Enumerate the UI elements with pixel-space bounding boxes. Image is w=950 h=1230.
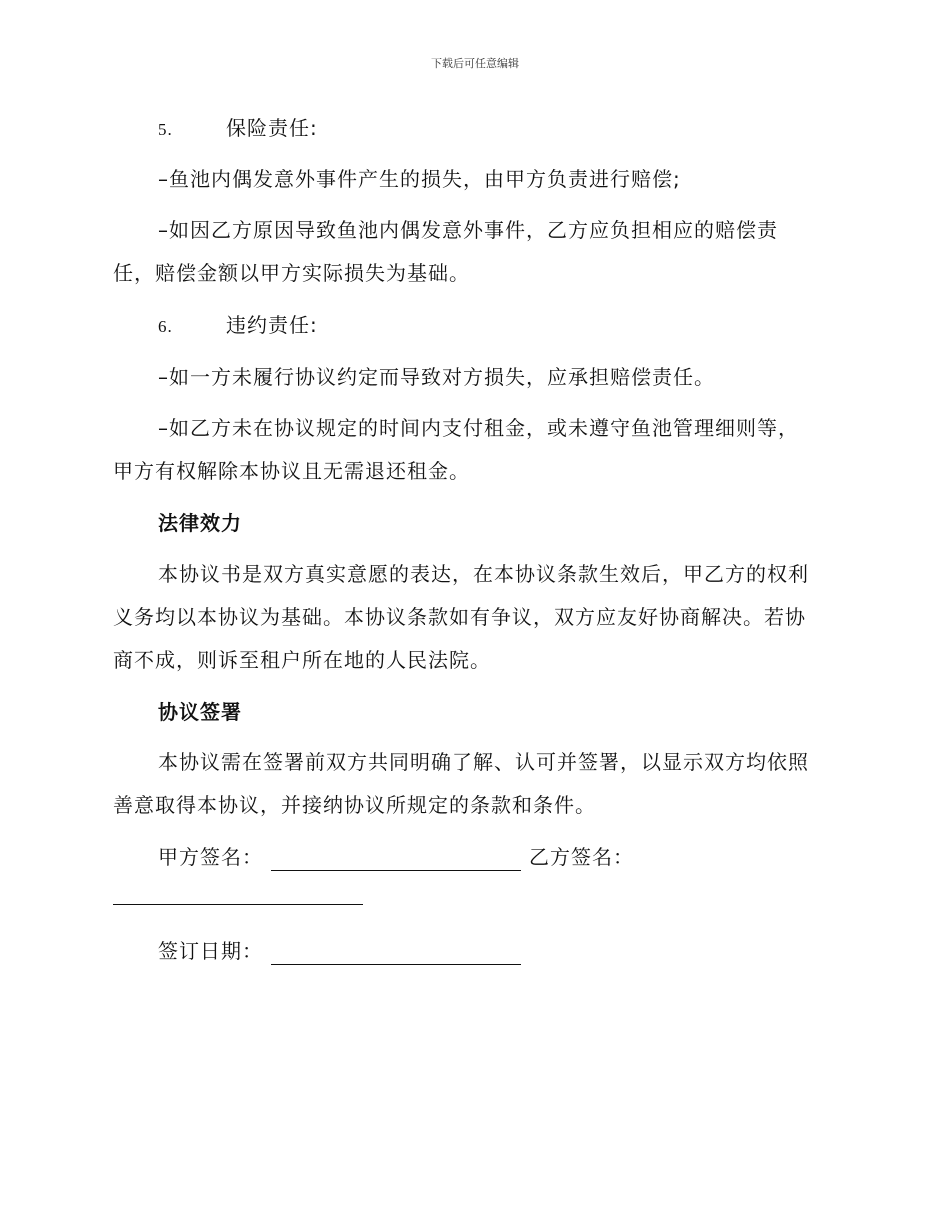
paragraph: 任，赔偿金额以甲方实际损失为基础。 [113, 261, 470, 285]
page-header: 下载后可任意编辑 [431, 57, 519, 70]
paragraph: 善意取得本协议，并接纳协议所规定的条款和条件。 [113, 793, 596, 817]
paragraph: –如乙方未在协议规定的时间内支付租金，或未遵守鱼池管理细则等， [158, 416, 799, 440]
section-5-title [158, 114, 318, 144]
section-title: 违约责任: [226, 313, 318, 337]
heading-legal: 法律效力 [158, 511, 242, 535]
paragraph: –鱼池内偶发意外事件产生的损失，由甲方负责进行赔偿; [158, 167, 681, 191]
paragraph: 商不成，则诉至租户所在地的人民法院。 [113, 648, 491, 672]
paragraph: 本协议书是双方真实意愿的表达，在本协议条款生效后，甲乙方的权利 [158, 562, 809, 586]
section-number: 6. [158, 317, 173, 336]
section-number: 5. [158, 120, 173, 139]
paragraph: 甲方有权解除本协议且无需退还租金。 [113, 459, 470, 483]
section-6-title [158, 311, 318, 341]
paragraph: 本协议需在签署前双方共同明确了解、认可并签署，以显示双方均依照 [158, 750, 809, 774]
paragraph: 义务均以本协议为基础。本协议条款如有争议，双方应友好协商解决。若协 [113, 605, 806, 629]
party-b-label: 乙方签名： [529, 845, 634, 869]
heading-signing: 协议签署 [158, 700, 242, 724]
paragraph: –如一方未履行协议约定而导致对方损失，应承担赔偿责任。 [158, 365, 715, 389]
party-a-signature-field[interactable] [271, 848, 521, 871]
date-field[interactable] [271, 942, 521, 965]
section-title: 保险责任: [226, 116, 318, 140]
paragraph: –如因乙方原因导致鱼池内偶发意外事件，乙方应负担相应的赔偿责 [158, 218, 778, 242]
party-a-label: 甲方签名： [158, 845, 263, 869]
date-label: 签订日期： [158, 939, 263, 963]
signature-row [158, 843, 634, 871]
date-row [158, 937, 529, 965]
party-b-signature-field[interactable] [113, 904, 363, 905]
